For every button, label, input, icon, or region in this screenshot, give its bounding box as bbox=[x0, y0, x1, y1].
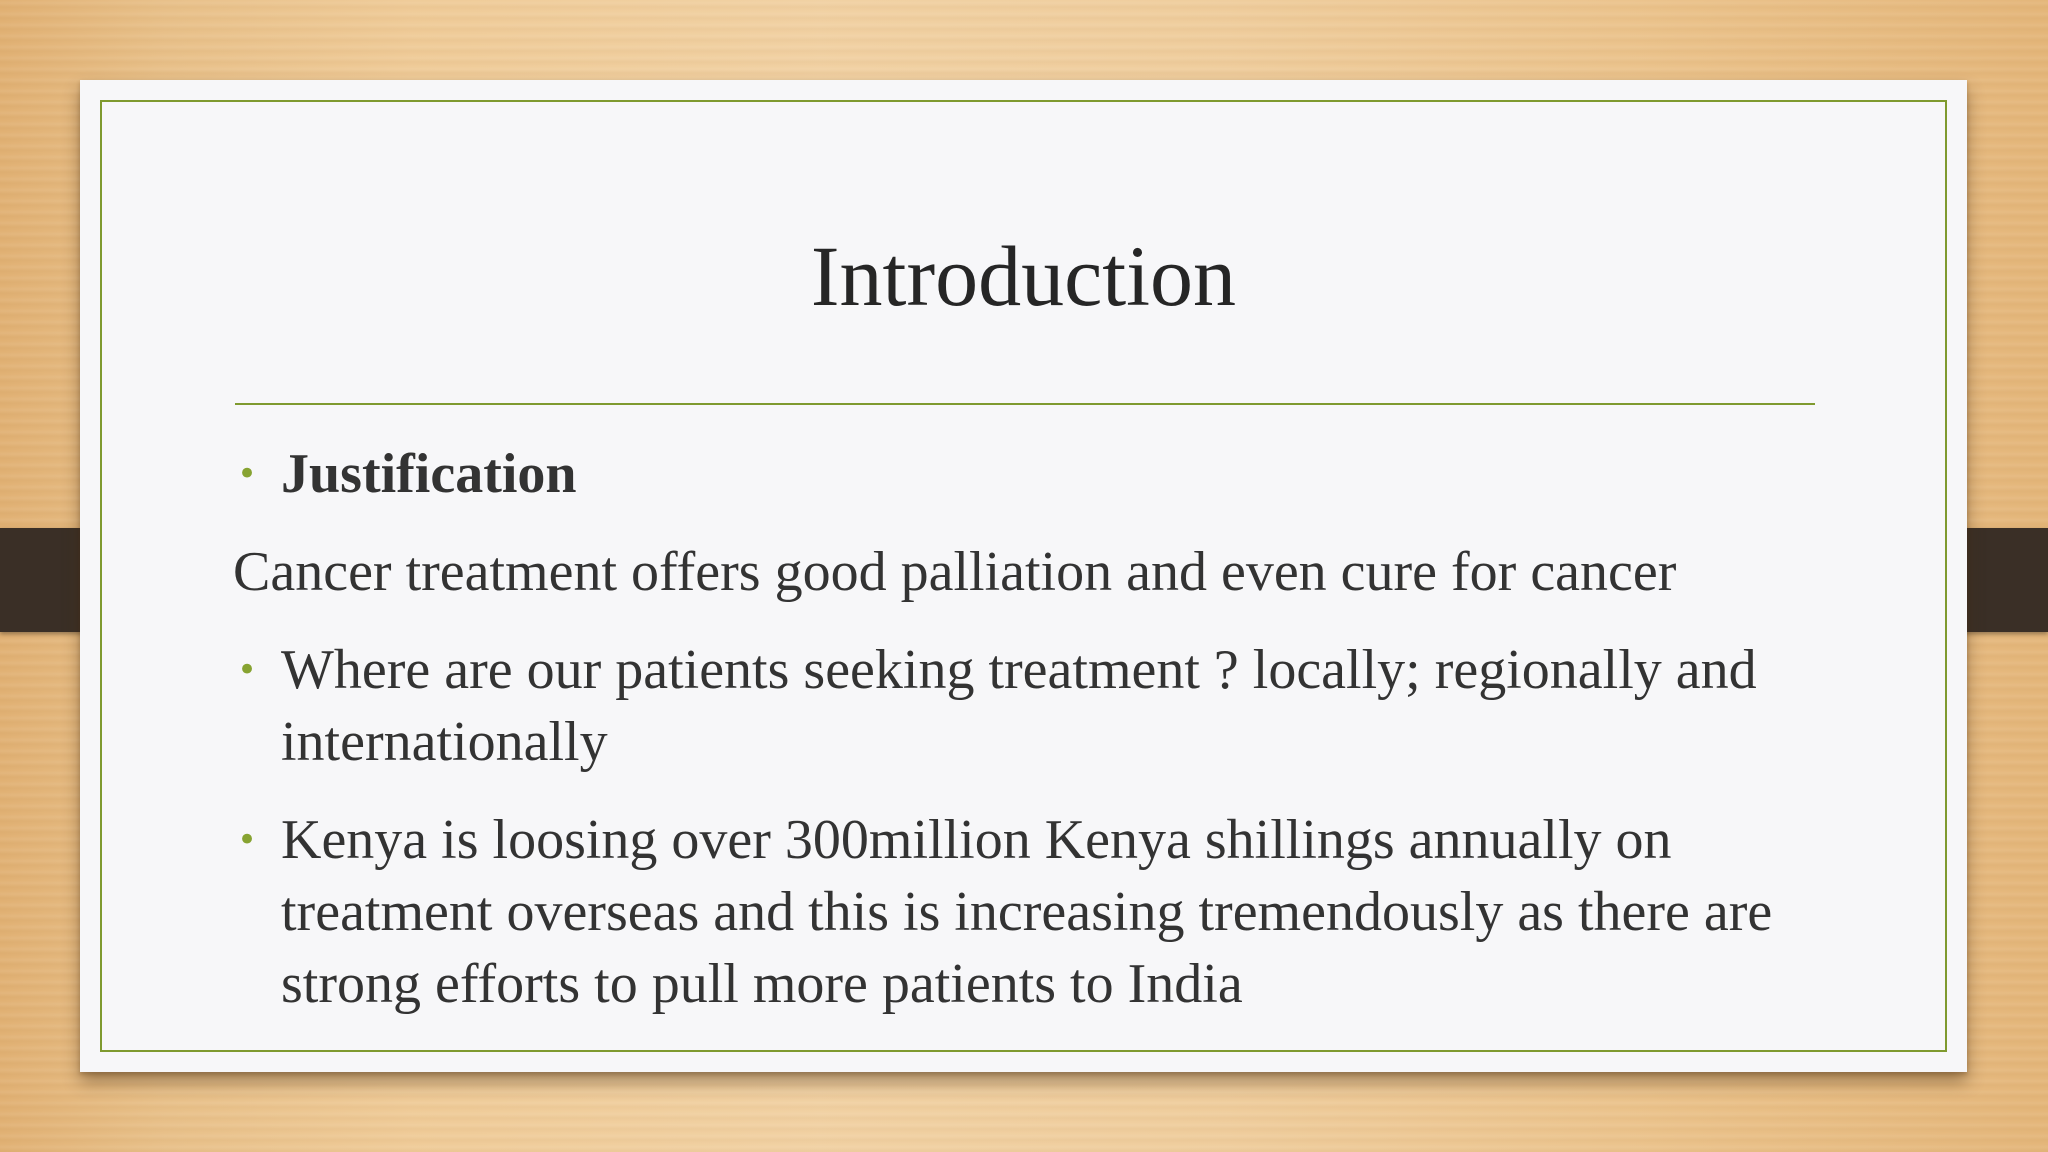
bullet-icon: • bbox=[237, 820, 258, 860]
bullet-icon: • bbox=[237, 454, 258, 494]
bullet-item-justification bbox=[233, 438, 1843, 510]
bullet-icon: • bbox=[237, 650, 258, 690]
slide-title: Introduction bbox=[810, 228, 1237, 324]
bullet-item-patients bbox=[233, 634, 1843, 778]
bullet-text: Justification bbox=[281, 443, 577, 505]
bullet-text: Kenya is loosing over 300million Kenya shillings annually on treatment overseas and this is increasing tremendously as there are strong efforts to pull more patients to India bbox=[281, 809, 1773, 1015]
title-divider bbox=[235, 403, 1815, 405]
body-paragraph: Cancer treatment offers good palliation and even cure for cancer bbox=[233, 541, 1677, 603]
bullet-item-kenya bbox=[233, 804, 1843, 1020]
bullet-text: Where are our patients seeking treatment ? locally; regionally and internationally bbox=[281, 639, 1757, 773]
slide bbox=[80, 80, 1967, 1072]
slide-body bbox=[233, 438, 1843, 1046]
